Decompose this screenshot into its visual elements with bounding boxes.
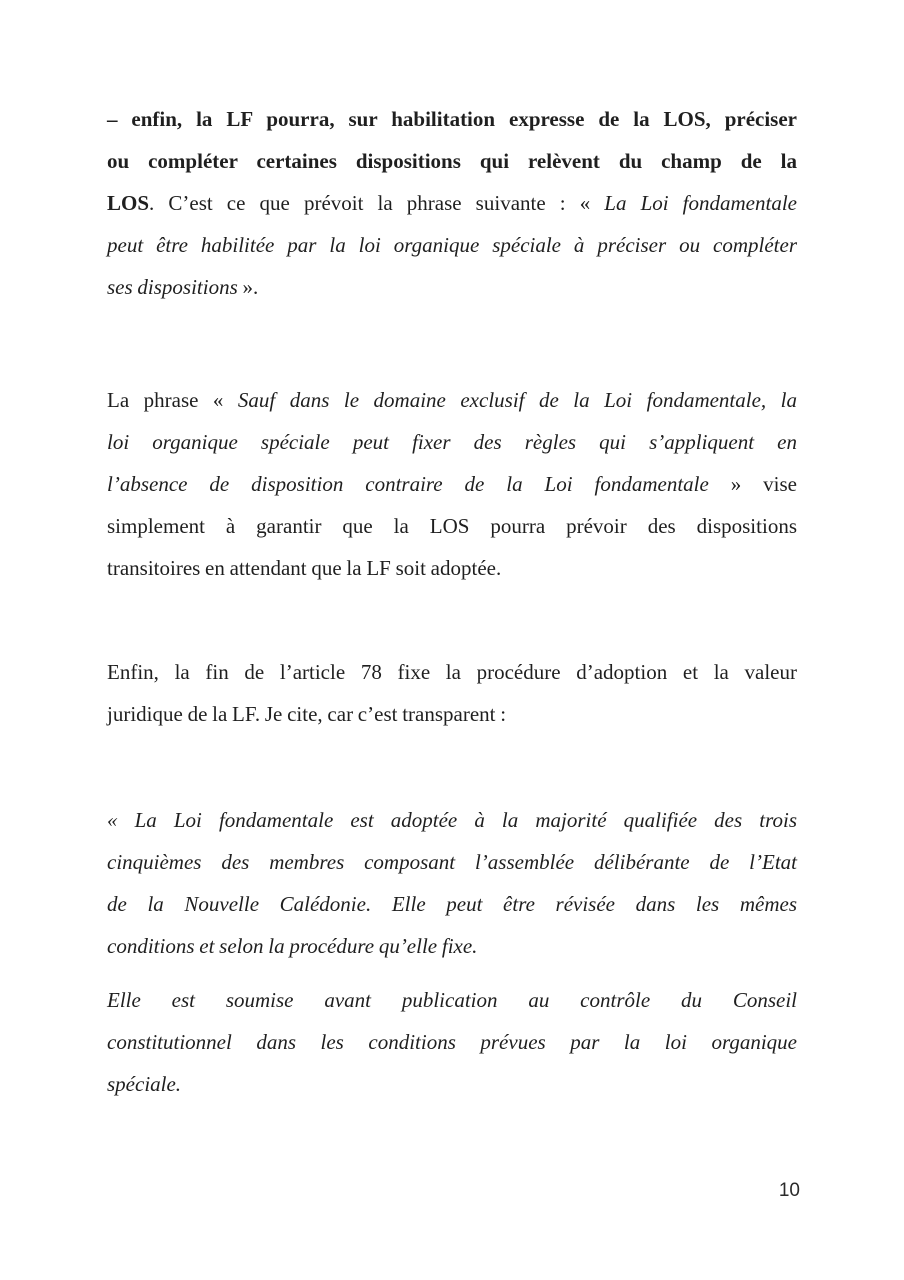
text-line bbox=[107, 693, 797, 735]
text-segment: spéciale. bbox=[107, 1072, 182, 1096]
text-segment: « La Loi fondamentale est adoptée à la majorité qualifiée des trois bbox=[107, 808, 797, 832]
text-line bbox=[107, 1021, 797, 1063]
page-number: 10 bbox=[778, 1180, 800, 1201]
text-segment: transitoires en attendant que la LF soit adoptée. bbox=[107, 556, 502, 580]
paragraph-citation-controle bbox=[107, 979, 797, 1105]
text-segment: juridique de la LF. Je cite, car c’est transparent : bbox=[107, 702, 507, 726]
paragraph-article-78 bbox=[107, 651, 797, 735]
text-line bbox=[107, 463, 797, 505]
text-line bbox=[107, 421, 797, 463]
text-line bbox=[107, 224, 797, 266]
text-line bbox=[107, 1063, 797, 1105]
paragraph-citation-adoption bbox=[107, 799, 797, 967]
text-line bbox=[107, 799, 797, 841]
text-segment: conditions et selon la procédure qu’elle fixe. bbox=[107, 934, 478, 958]
text-line bbox=[107, 883, 797, 925]
text-segment: constitutionnel dans les conditions prévues par la loi organique bbox=[107, 1030, 797, 1054]
text-segment: cinquièmes des membres composant l’assemblée délibérante de l’Etat bbox=[107, 850, 797, 874]
document-body bbox=[107, 98, 797, 1105]
text-segment: . C’est ce que prévoit la phrase suivante : « bbox=[149, 191, 605, 215]
text-line bbox=[107, 140, 797, 182]
text-segment: ou compléter certaines dispositions qui relèvent du champ de la bbox=[107, 149, 797, 173]
text-line bbox=[107, 925, 797, 967]
text-segment: l’absence de disposition contraire de la Loi fondamentale bbox=[107, 472, 709, 496]
text-segment: peut être habilitée par la loi organique spéciale à préciser ou compléter bbox=[107, 233, 797, 257]
text-segment: Sauf dans le domaine exclusif de la Loi fondamentale, la bbox=[237, 388, 797, 412]
text-line bbox=[107, 505, 797, 547]
text-segment: » vise bbox=[708, 472, 797, 496]
text-segment: La Loi fondamentale bbox=[604, 191, 797, 215]
text-segment: – enfin, la LF pourra, sur habilitation expresse de la LOS, préciser bbox=[107, 107, 797, 131]
text-segment: ses dispositions bbox=[107, 275, 238, 299]
text-line bbox=[107, 379, 797, 421]
text-segment: La phrase « bbox=[107, 388, 238, 412]
text-line bbox=[107, 651, 797, 693]
text-line bbox=[107, 266, 797, 308]
text-segment: Enfin, la fin de l’article 78 fixe la procédure d’adoption et la valeur bbox=[107, 660, 797, 684]
text-line bbox=[107, 182, 797, 224]
text-line bbox=[107, 841, 797, 883]
text-line bbox=[107, 979, 797, 1021]
paragraph-habilitation bbox=[107, 98, 797, 308]
text-segment: simplement à garantir que la LOS pourra prévoir des dispositions bbox=[107, 514, 797, 538]
text-segment: ». bbox=[237, 275, 259, 299]
text-segment: Elle est soumise avant publication au contrôle du Conseil bbox=[107, 988, 797, 1012]
text-segment: loi organique spéciale peut fixer des règles qui s’appliquent en bbox=[107, 430, 797, 454]
text-segment: LOS bbox=[107, 191, 150, 215]
text-segment: de la Nouvelle Calédonie. Elle peut être révisée dans les mêmes bbox=[107, 892, 797, 916]
text-line bbox=[107, 547, 797, 589]
paragraph-sauf-domaine bbox=[107, 379, 797, 589]
text-line bbox=[107, 98, 797, 140]
